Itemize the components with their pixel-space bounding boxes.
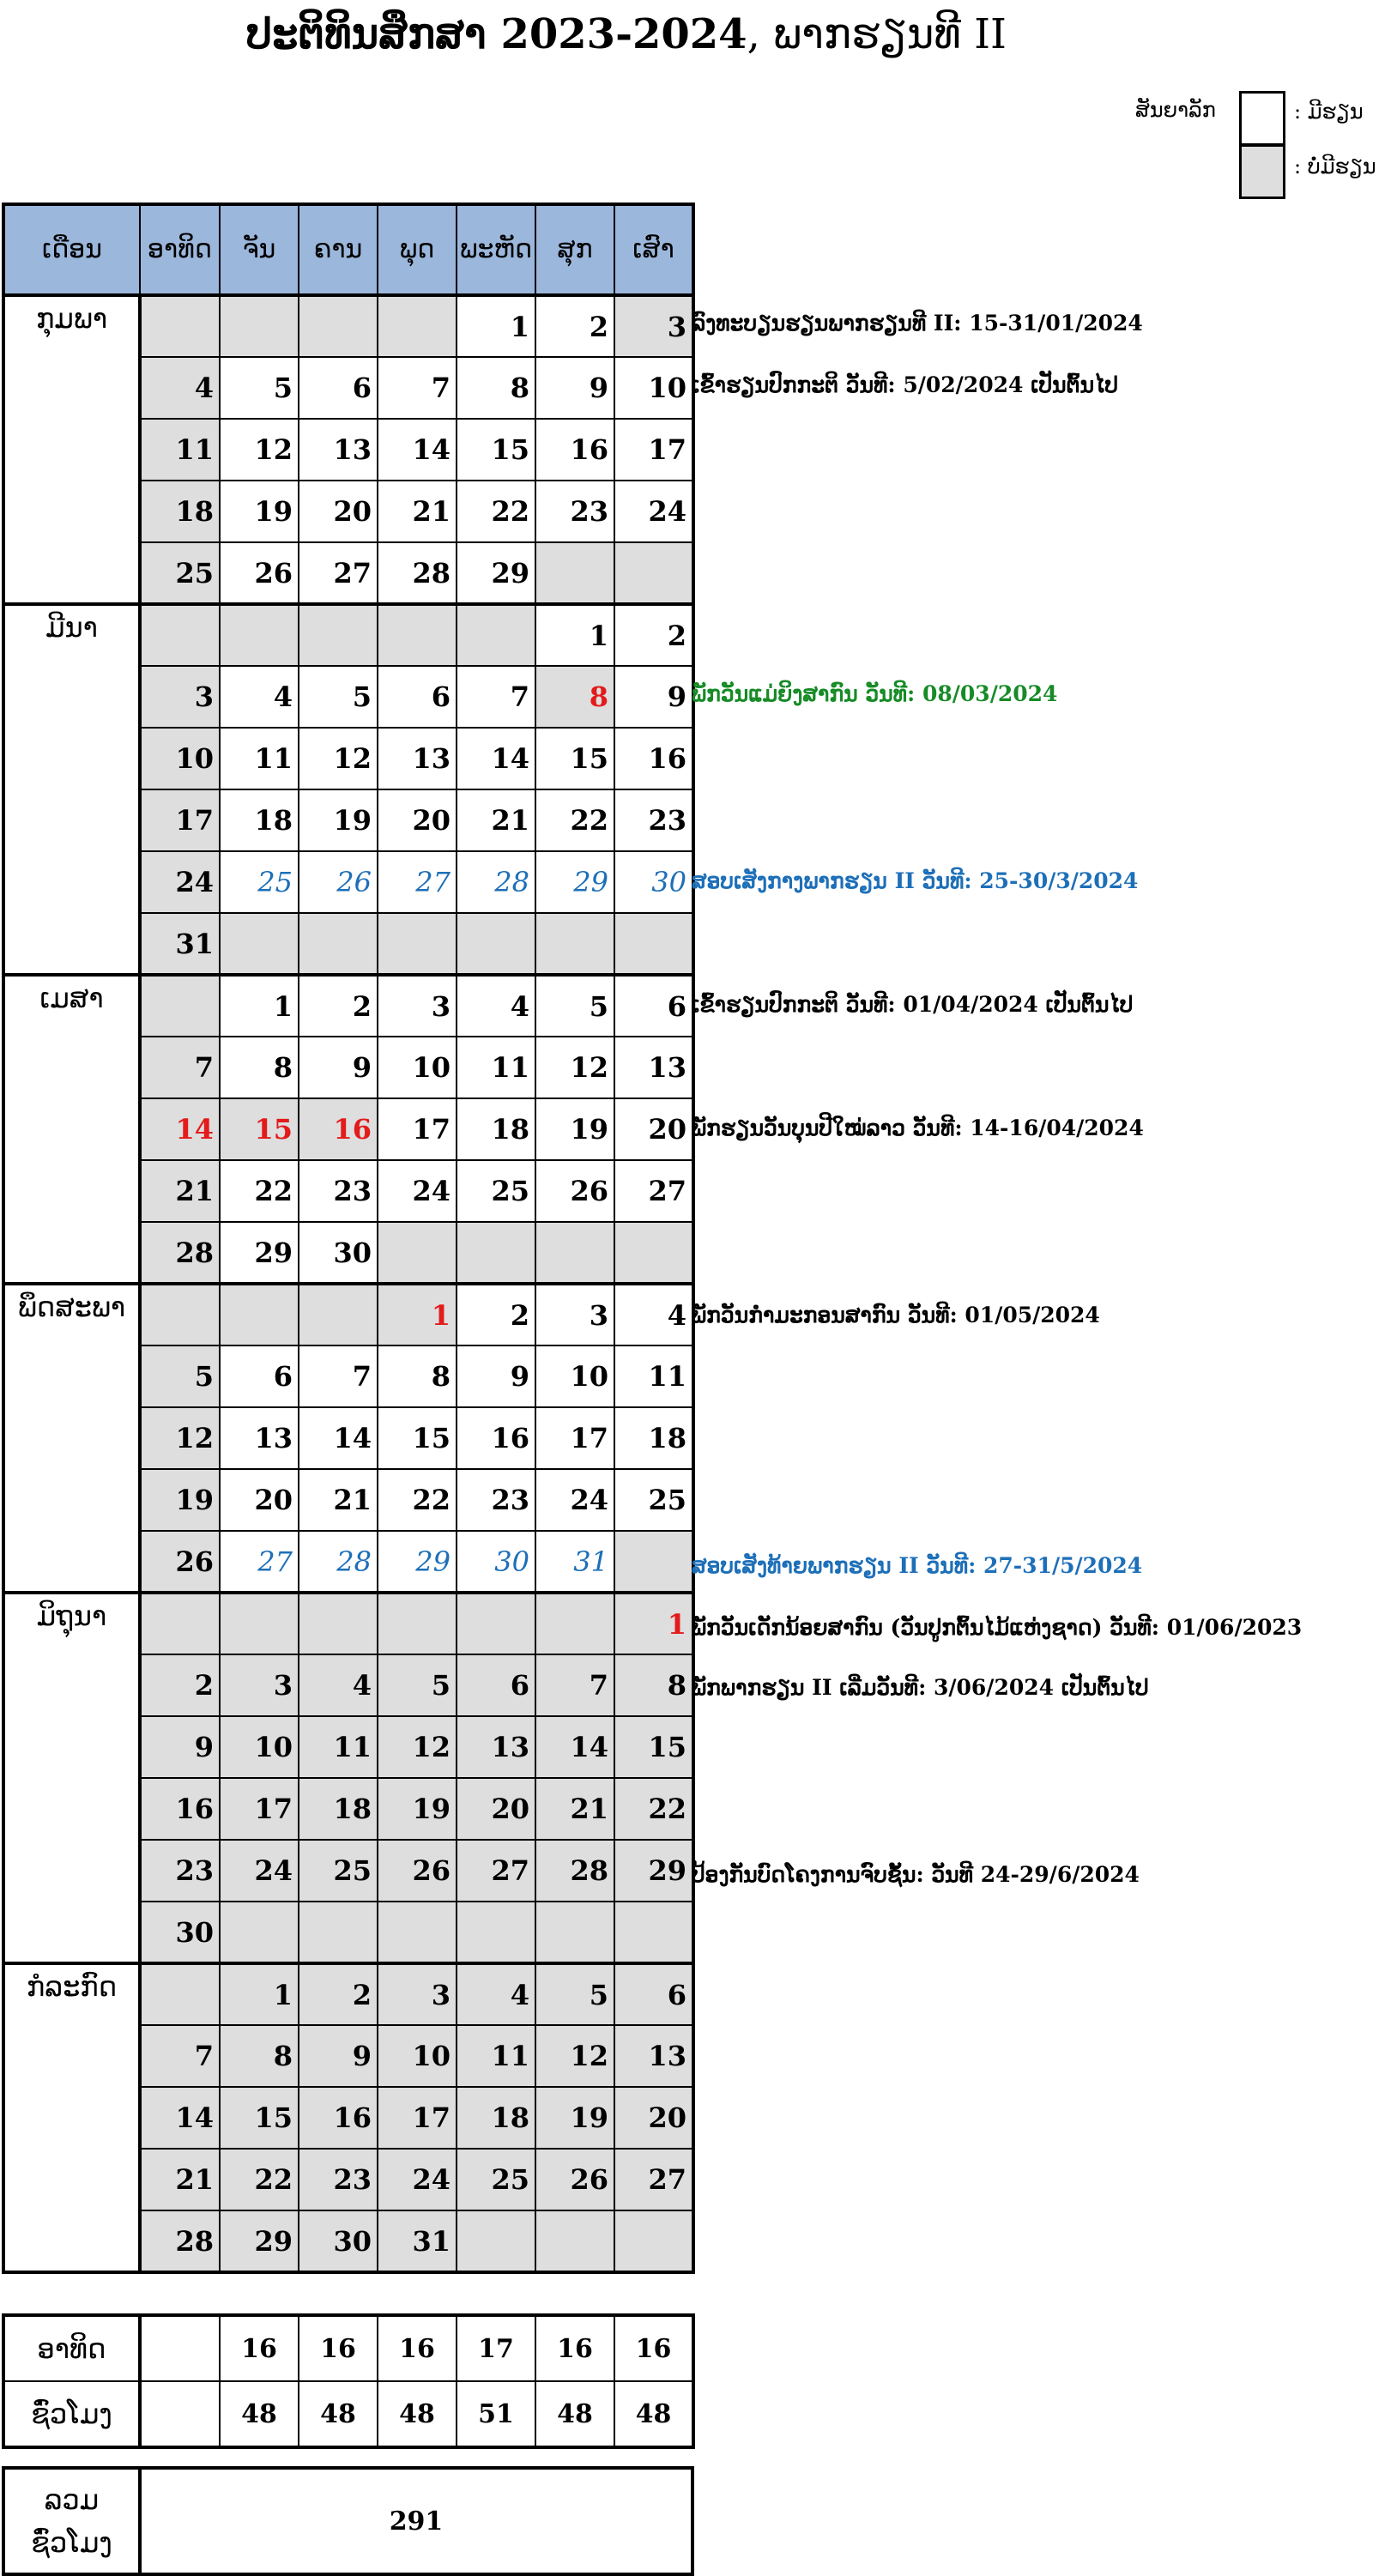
day-cell-sun: 7	[140, 1037, 220, 1098]
day-cell-fri: 17	[535, 1407, 614, 1469]
header-saturday: ເສົາ	[614, 204, 693, 295]
note-registration: ລົງທະບຽນຮຽນພາກຮຽນທີ II: 15-31/01/2024	[692, 311, 1143, 336]
day-cell-sat: 10	[614, 357, 693, 419]
day-cell-sat: 1	[614, 1593, 693, 1654]
day-cell-sat	[614, 542, 693, 604]
day-cell-wed: 24	[378, 2149, 457, 2210]
day-cell-thu: 21	[457, 789, 535, 851]
legend-label: ສັນຍາລັກ	[1135, 98, 1216, 122]
day-cell-fri	[535, 1593, 614, 1654]
day-cell-mon: 13	[220, 1407, 299, 1469]
day-cell-sat: 23	[614, 789, 693, 851]
day-cell-thu: 27	[457, 1840, 535, 1902]
day-cell-fri: 19	[535, 2087, 614, 2149]
day-cell-wed: 8	[378, 1345, 457, 1407]
day-cell-sun: 28	[140, 1222, 220, 1284]
day-cell-tue: 30	[299, 1222, 378, 1284]
day-cell-tue: 14	[299, 1407, 378, 1469]
day-cell-sat: 24	[614, 481, 693, 542]
weeks-cell: 17	[457, 2315, 535, 2381]
day-cell-mon: 6	[220, 1345, 299, 1407]
day-cell-wed: 5	[378, 1654, 457, 1716]
day-cell-sat: 3	[614, 295, 693, 357]
day-cell-thu: 18	[457, 1098, 535, 1160]
day-cell-tue	[299, 1593, 378, 1654]
title-sub: , ພາກຮຽນທີ II	[747, 10, 1007, 58]
day-cell-tue: 27	[299, 542, 378, 604]
day-cell-fri: 12	[535, 2025, 614, 2087]
day-cell-sat: 20	[614, 1098, 693, 1160]
day-cell-mon: 29	[220, 1222, 299, 1284]
day-cell-fri: 23	[535, 481, 614, 542]
weeks-cell	[140, 2315, 220, 2381]
day-cell-mon: 19	[220, 481, 299, 542]
day-cell-mon: 5	[220, 357, 299, 419]
header-friday: ສຸກ	[535, 204, 614, 295]
day-cell-mon: 1	[220, 1963, 299, 2025]
day-cell-tue: 28	[299, 1531, 378, 1593]
day-cell-fri: 5	[535, 975, 614, 1037]
day-cell-thu: 4	[457, 975, 535, 1037]
day-cell-sat: 15	[614, 1716, 693, 1778]
day-cell-thu: 25	[457, 2149, 535, 2210]
day-cell-sat	[614, 1902, 693, 1963]
weeks-cell: 16	[299, 2315, 378, 2381]
hours-cell: 48	[378, 2381, 457, 2447]
header-week: ອາທິດ	[140, 204, 220, 295]
day-cell-tue: 19	[299, 789, 378, 851]
weeks-row	[3, 2315, 693, 2381]
day-cell-thu: 15	[457, 419, 535, 481]
day-cell-thu	[457, 1593, 535, 1654]
week-row	[3, 1284, 693, 1345]
day-cell-sun: 24	[140, 851, 220, 913]
legend-no-class-text: : ບໍ່ມີຮຽນ	[1294, 154, 1376, 178]
note-project-defense: ປ້ອງກັນບົດໂຄງການຈົບຊັ້ນ: ວັນທີ 24-29/6/2024	[692, 1862, 1140, 1887]
day-cell-thu: 16	[457, 1407, 535, 1469]
day-cell-sun	[140, 295, 220, 357]
day-cell-mon	[220, 1902, 299, 1963]
day-cell-mon: 4	[220, 666, 299, 728]
day-cell-tue: 11	[299, 1716, 378, 1778]
day-cell-wed	[378, 913, 457, 975]
day-cell-wed	[378, 295, 457, 357]
header-monday: ຈັນ	[220, 204, 299, 295]
month-name: ພຶດສະພາ	[3, 1284, 140, 1593]
day-cell-sat: 13	[614, 1037, 693, 1098]
day-cell-sun: 18	[140, 481, 220, 542]
day-cell-wed: 17	[378, 2087, 457, 2149]
calendar-table	[2, 203, 695, 2274]
day-cell-wed: 22	[378, 1469, 457, 1531]
day-cell-sat	[614, 2210, 693, 2272]
day-cell-sun: 30	[140, 1902, 220, 1963]
day-cell-sun: 21	[140, 2149, 220, 2210]
day-cell-sun: 21	[140, 1160, 220, 1222]
day-cell-tue	[299, 1284, 378, 1345]
day-cell-sun: 25	[140, 542, 220, 604]
day-cell-thu: 2	[457, 1284, 535, 1345]
day-cell-thu: 11	[457, 1037, 535, 1098]
day-cell-wed: 12	[378, 1716, 457, 1778]
day-cell-sun: 31	[140, 913, 220, 975]
page-title	[0, 10, 1253, 58]
note-lao-new-year: ພັກຮຽນວັນບຸນປີໃໝ່ລາວ ວັນທີ: 14-16/04/2024	[692, 1116, 1144, 1140]
week-row	[3, 1593, 693, 1654]
day-cell-thu: 30	[457, 1531, 535, 1593]
day-cell-wed: 13	[378, 728, 457, 789]
day-cell-fri: 10	[535, 1345, 614, 1407]
month-name: ກໍລະກົດ	[3, 1963, 140, 2272]
day-cell-thu: 22	[457, 481, 535, 542]
legend-class-swatch	[1239, 91, 1285, 146]
day-cell-wed: 27	[378, 851, 457, 913]
note-term-break: ພັກພາກຮຽນ II ເລີ່ມວັນທີ: 3/06/2024 ເປັນຕົ້ນໄປ	[692, 1675, 1149, 1700]
day-cell-wed	[378, 604, 457, 666]
day-cell-sun	[140, 1284, 220, 1345]
day-cell-fri: 26	[535, 2149, 614, 2210]
day-cell-wed: 7	[378, 357, 457, 419]
hours-cell: 51	[457, 2381, 535, 2447]
hours-cell	[140, 2381, 220, 2447]
note-labour-day: ພັກວັນກຳມະກອນສາກົນ ວັນທີ: 01/05/2024	[692, 1303, 1100, 1327]
day-cell-wed: 19	[378, 1778, 457, 1840]
total-table	[2, 2466, 694, 2576]
day-cell-tue: 23	[299, 2149, 378, 2210]
day-cell-thu	[457, 913, 535, 975]
day-cell-fri: 7	[535, 1654, 614, 1716]
day-cell-sat: 6	[614, 975, 693, 1037]
day-cell-tue: 20	[299, 481, 378, 542]
note-womens-day: ພັກວັນແມ່ຍິງສາກົນ ວັນທີ: 08/03/2024	[692, 681, 1058, 706]
day-cell-wed: 20	[378, 789, 457, 851]
day-cell-tue	[299, 604, 378, 666]
day-cell-fri: 26	[535, 1160, 614, 1222]
day-cell-sun: 23	[140, 1840, 220, 1902]
day-cell-mon: 11	[220, 728, 299, 789]
day-cell-thu: 1	[457, 295, 535, 357]
day-cell-sun: 17	[140, 789, 220, 851]
day-cell-fri: 3	[535, 1284, 614, 1345]
day-cell-tue: 9	[299, 2025, 378, 2087]
day-cell-thu: 4	[457, 1963, 535, 2025]
day-cell-fri: 12	[535, 1037, 614, 1098]
day-cell-wed: 17	[378, 1098, 457, 1160]
day-cell-wed: 29	[378, 1531, 457, 1593]
day-cell-fri	[535, 2210, 614, 2272]
day-cell-tue: 23	[299, 1160, 378, 1222]
day-cell-mon: 20	[220, 1469, 299, 1531]
total-label-line2: ຊົ່ວໂມງ	[31, 2526, 112, 2559]
day-cell-tue	[299, 913, 378, 975]
day-cell-tue: 7	[299, 1345, 378, 1407]
day-cell-sun	[140, 975, 220, 1037]
day-cell-sat: 18	[614, 1407, 693, 1469]
day-cell-wed	[378, 1593, 457, 1654]
header-wednesday: ພຸດ	[378, 204, 457, 295]
day-cell-sun: 9	[140, 1716, 220, 1778]
day-cell-thu: 20	[457, 1778, 535, 1840]
hours-label: ຊົ່ວໂມງ	[3, 2381, 140, 2447]
hours-cell: 48	[220, 2381, 299, 2447]
day-cell-tue: 13	[299, 419, 378, 481]
header-tuesday: ຄານ	[299, 204, 378, 295]
day-cell-fri: 28	[535, 1840, 614, 1902]
month-name: ເມສາ	[3, 975, 140, 1284]
month-name: ມີນາ	[3, 604, 140, 975]
day-cell-thu: 18	[457, 2087, 535, 2149]
day-cell-thu	[457, 1222, 535, 1284]
day-cell-sun: 4	[140, 357, 220, 419]
day-cell-mon	[220, 1284, 299, 1345]
day-cell-sat: 20	[614, 2087, 693, 2149]
day-cell-thu	[457, 2210, 535, 2272]
day-cell-sun	[140, 604, 220, 666]
day-cell-mon: 24	[220, 1840, 299, 1902]
day-cell-fri: 16	[535, 419, 614, 481]
day-cell-tue: 4	[299, 1654, 378, 1716]
header-row	[3, 204, 693, 295]
day-cell-sun: 28	[140, 2210, 220, 2272]
day-cell-wed: 1	[378, 1284, 457, 1345]
day-cell-wed	[378, 1902, 457, 1963]
day-cell-fri	[535, 1902, 614, 1963]
month-name: ກຸມພາ	[3, 295, 140, 604]
day-cell-tue: 21	[299, 1469, 378, 1531]
day-cell-thu: 7	[457, 666, 535, 728]
day-cell-wed: 3	[378, 975, 457, 1037]
day-cell-sun: 14	[140, 2087, 220, 2149]
day-cell-sun	[140, 1963, 220, 2025]
day-cell-sun: 14	[140, 1098, 220, 1160]
day-cell-fri: 9	[535, 357, 614, 419]
day-cell-sat: 2	[614, 604, 693, 666]
day-cell-thu: 6	[457, 1654, 535, 1716]
hours-cell: 48	[535, 2381, 614, 2447]
day-cell-mon: 18	[220, 789, 299, 851]
day-cell-sat: 27	[614, 2149, 693, 2210]
note-classes-start: ເຂົ້າຮຽນປົກກະຕິ ວັນທີ: 5/02/2024 ເປັນຕົ້ນໄປ	[692, 372, 1118, 397]
day-cell-mon: 8	[220, 1037, 299, 1098]
day-cell-sat	[614, 913, 693, 975]
day-cell-mon: 1	[220, 975, 299, 1037]
day-cell-mon	[220, 604, 299, 666]
day-cell-wed: 10	[378, 1037, 457, 1098]
day-cell-fri	[535, 913, 614, 975]
day-cell-fri: 24	[535, 1469, 614, 1531]
day-cell-fri: 19	[535, 1098, 614, 1160]
day-cell-sun: 12	[140, 1407, 220, 1469]
week-row	[3, 1963, 693, 2025]
day-cell-mon	[220, 295, 299, 357]
day-cell-sun: 16	[140, 1778, 220, 1840]
day-cell-mon	[220, 1593, 299, 1654]
day-cell-wed: 10	[378, 2025, 457, 2087]
day-cell-tue: 18	[299, 1778, 378, 1840]
day-cell-mon: 3	[220, 1654, 299, 1716]
day-cell-sat: 25	[614, 1469, 693, 1531]
day-cell-sun: 3	[140, 666, 220, 728]
weeks-cell: 16	[535, 2315, 614, 2381]
day-cell-mon: 8	[220, 2025, 299, 2087]
stats-table	[2, 2313, 695, 2449]
month-name: ມິຖຸນາ	[3, 1593, 140, 1963]
title-main: ປະຕິທິນສຶກສາ 2023-2024	[245, 10, 747, 58]
day-cell-tue: 5	[299, 666, 378, 728]
day-cell-thu	[457, 604, 535, 666]
day-cell-sat: 17	[614, 419, 693, 481]
day-cell-mon: 10	[220, 1716, 299, 1778]
day-cell-fri: 5	[535, 1963, 614, 2025]
day-cell-sat: 16	[614, 728, 693, 789]
day-cell-sun: 19	[140, 1469, 220, 1531]
day-cell-tue: 2	[299, 975, 378, 1037]
day-cell-fri: 15	[535, 728, 614, 789]
day-cell-wed: 15	[378, 1407, 457, 1469]
day-cell-fri: 8	[535, 666, 614, 728]
day-cell-wed: 24	[378, 1160, 457, 1222]
day-cell-sat: 11	[614, 1345, 693, 1407]
day-cell-mon: 17	[220, 1778, 299, 1840]
weeks-cell: 16	[614, 2315, 693, 2381]
day-cell-tue: 16	[299, 1098, 378, 1160]
weeks-label: ອາທິດ	[3, 2315, 140, 2381]
day-cell-tue: 2	[299, 1963, 378, 2025]
day-cell-tue: 16	[299, 2087, 378, 2149]
legend-class-text: : ມີຮຽນ	[1294, 100, 1364, 124]
day-cell-mon: 12	[220, 419, 299, 481]
day-cell-wed	[378, 1222, 457, 1284]
week-row	[3, 295, 693, 357]
day-cell-fri: 29	[535, 851, 614, 913]
day-cell-thu: 9	[457, 1345, 535, 1407]
day-cell-wed: 14	[378, 419, 457, 481]
day-cell-thu	[457, 1902, 535, 1963]
day-cell-sat: 27	[614, 1160, 693, 1222]
day-cell-fri: 22	[535, 789, 614, 851]
day-cell-mon: 15	[220, 2087, 299, 2149]
day-cell-wed: 31	[378, 2210, 457, 2272]
weeks-cell: 16	[378, 2315, 457, 2381]
day-cell-fri: 21	[535, 1778, 614, 1840]
day-cell-thu: 25	[457, 1160, 535, 1222]
header-month: ເດືອນ	[3, 204, 140, 295]
day-cell-sat: 8	[614, 1654, 693, 1716]
day-cell-thu: 29	[457, 542, 535, 604]
day-cell-mon: 15	[220, 1098, 299, 1160]
day-cell-mon: 22	[220, 1160, 299, 1222]
day-cell-tue: 26	[299, 851, 378, 913]
day-cell-mon: 25	[220, 851, 299, 913]
day-cell-sat: 9	[614, 666, 693, 728]
day-cell-fri: 1	[535, 604, 614, 666]
day-cell-tue: 30	[299, 2210, 378, 2272]
day-cell-tue: 12	[299, 728, 378, 789]
weeks-cell: 16	[220, 2315, 299, 2381]
day-cell-mon: 27	[220, 1531, 299, 1593]
day-cell-sat	[614, 1222, 693, 1284]
day-cell-sat	[614, 1531, 693, 1593]
day-cell-sun	[140, 1593, 220, 1654]
day-cell-sat: 4	[614, 1284, 693, 1345]
day-cell-fri: 2	[535, 295, 614, 357]
day-cell-mon	[220, 913, 299, 975]
day-cell-mon: 29	[220, 2210, 299, 2272]
day-cell-wed: 28	[378, 542, 457, 604]
hours-cell: 48	[614, 2381, 693, 2447]
day-cell-tue: 9	[299, 1037, 378, 1098]
day-cell-sun: 2	[140, 1654, 220, 1716]
total-hours-value: 291	[140, 2468, 692, 2574]
day-cell-mon: 22	[220, 2149, 299, 2210]
day-cell-tue: 6	[299, 357, 378, 419]
day-cell-thu: 23	[457, 1469, 535, 1531]
day-cell-thu: 28	[457, 851, 535, 913]
week-row	[3, 604, 693, 666]
day-cell-wed: 26	[378, 1840, 457, 1902]
hours-cell: 48	[299, 2381, 378, 2447]
day-cell-sun: 11	[140, 419, 220, 481]
day-cell-fri	[535, 1222, 614, 1284]
week-row	[3, 975, 693, 1037]
day-cell-wed: 3	[378, 1963, 457, 2025]
total-row	[3, 2468, 692, 2574]
day-cell-sat: 22	[614, 1778, 693, 1840]
day-cell-sun: 5	[140, 1345, 220, 1407]
legend-no-class-swatch	[1239, 144, 1285, 199]
day-cell-sun: 7	[140, 2025, 220, 2087]
day-cell-tue: 25	[299, 1840, 378, 1902]
day-cell-mon: 26	[220, 542, 299, 604]
day-cell-wed: 6	[378, 666, 457, 728]
day-cell-sat: 30	[614, 851, 693, 913]
note-childrens-day: ພັກວັນເດັກນ້ອຍສາກົນ (ວັນປູກຕົ້ນໄມ້ແຫ່ງຊາດ) ວັນທີ: 01/06/2023	[692, 1615, 1303, 1640]
day-cell-fri: 14	[535, 1716, 614, 1778]
day-cell-tue	[299, 295, 378, 357]
day-cell-sun: 26	[140, 1531, 220, 1593]
day-cell-sat: 6	[614, 1963, 693, 2025]
day-cell-wed: 21	[378, 481, 457, 542]
note-midterm-exam: ສອບເສັງກາງພາກຮຽນ II ວັນທີ: 25-30/3/2024	[692, 868, 1139, 893]
day-cell-sun: 10	[140, 728, 220, 789]
note-final-exam: ສອບເສັງທ້າຍພາກຮຽນ II ວັນທີ: 27-31/5/2024	[692, 1553, 1143, 1578]
total-label	[3, 2468, 140, 2574]
note-classes-resume: ເຂົ້າຮຽນປົກກະຕິ ວັນທີ: 01/04/2024 ເປັນຕົ້ນໄປ	[692, 992, 1134, 1017]
day-cell-thu: 11	[457, 2025, 535, 2087]
header-thursday: ພະຫັດ	[457, 204, 535, 295]
day-cell-thu: 14	[457, 728, 535, 789]
day-cell-fri	[535, 542, 614, 604]
day-cell-sat: 13	[614, 2025, 693, 2087]
hours-row	[3, 2381, 693, 2447]
day-cell-fri: 31	[535, 1531, 614, 1593]
day-cell-sat: 29	[614, 1840, 693, 1902]
day-cell-tue	[299, 1902, 378, 1963]
day-cell-thu: 13	[457, 1716, 535, 1778]
day-cell-thu: 8	[457, 357, 535, 419]
total-label-line1: ລວມ	[44, 2483, 100, 2516]
